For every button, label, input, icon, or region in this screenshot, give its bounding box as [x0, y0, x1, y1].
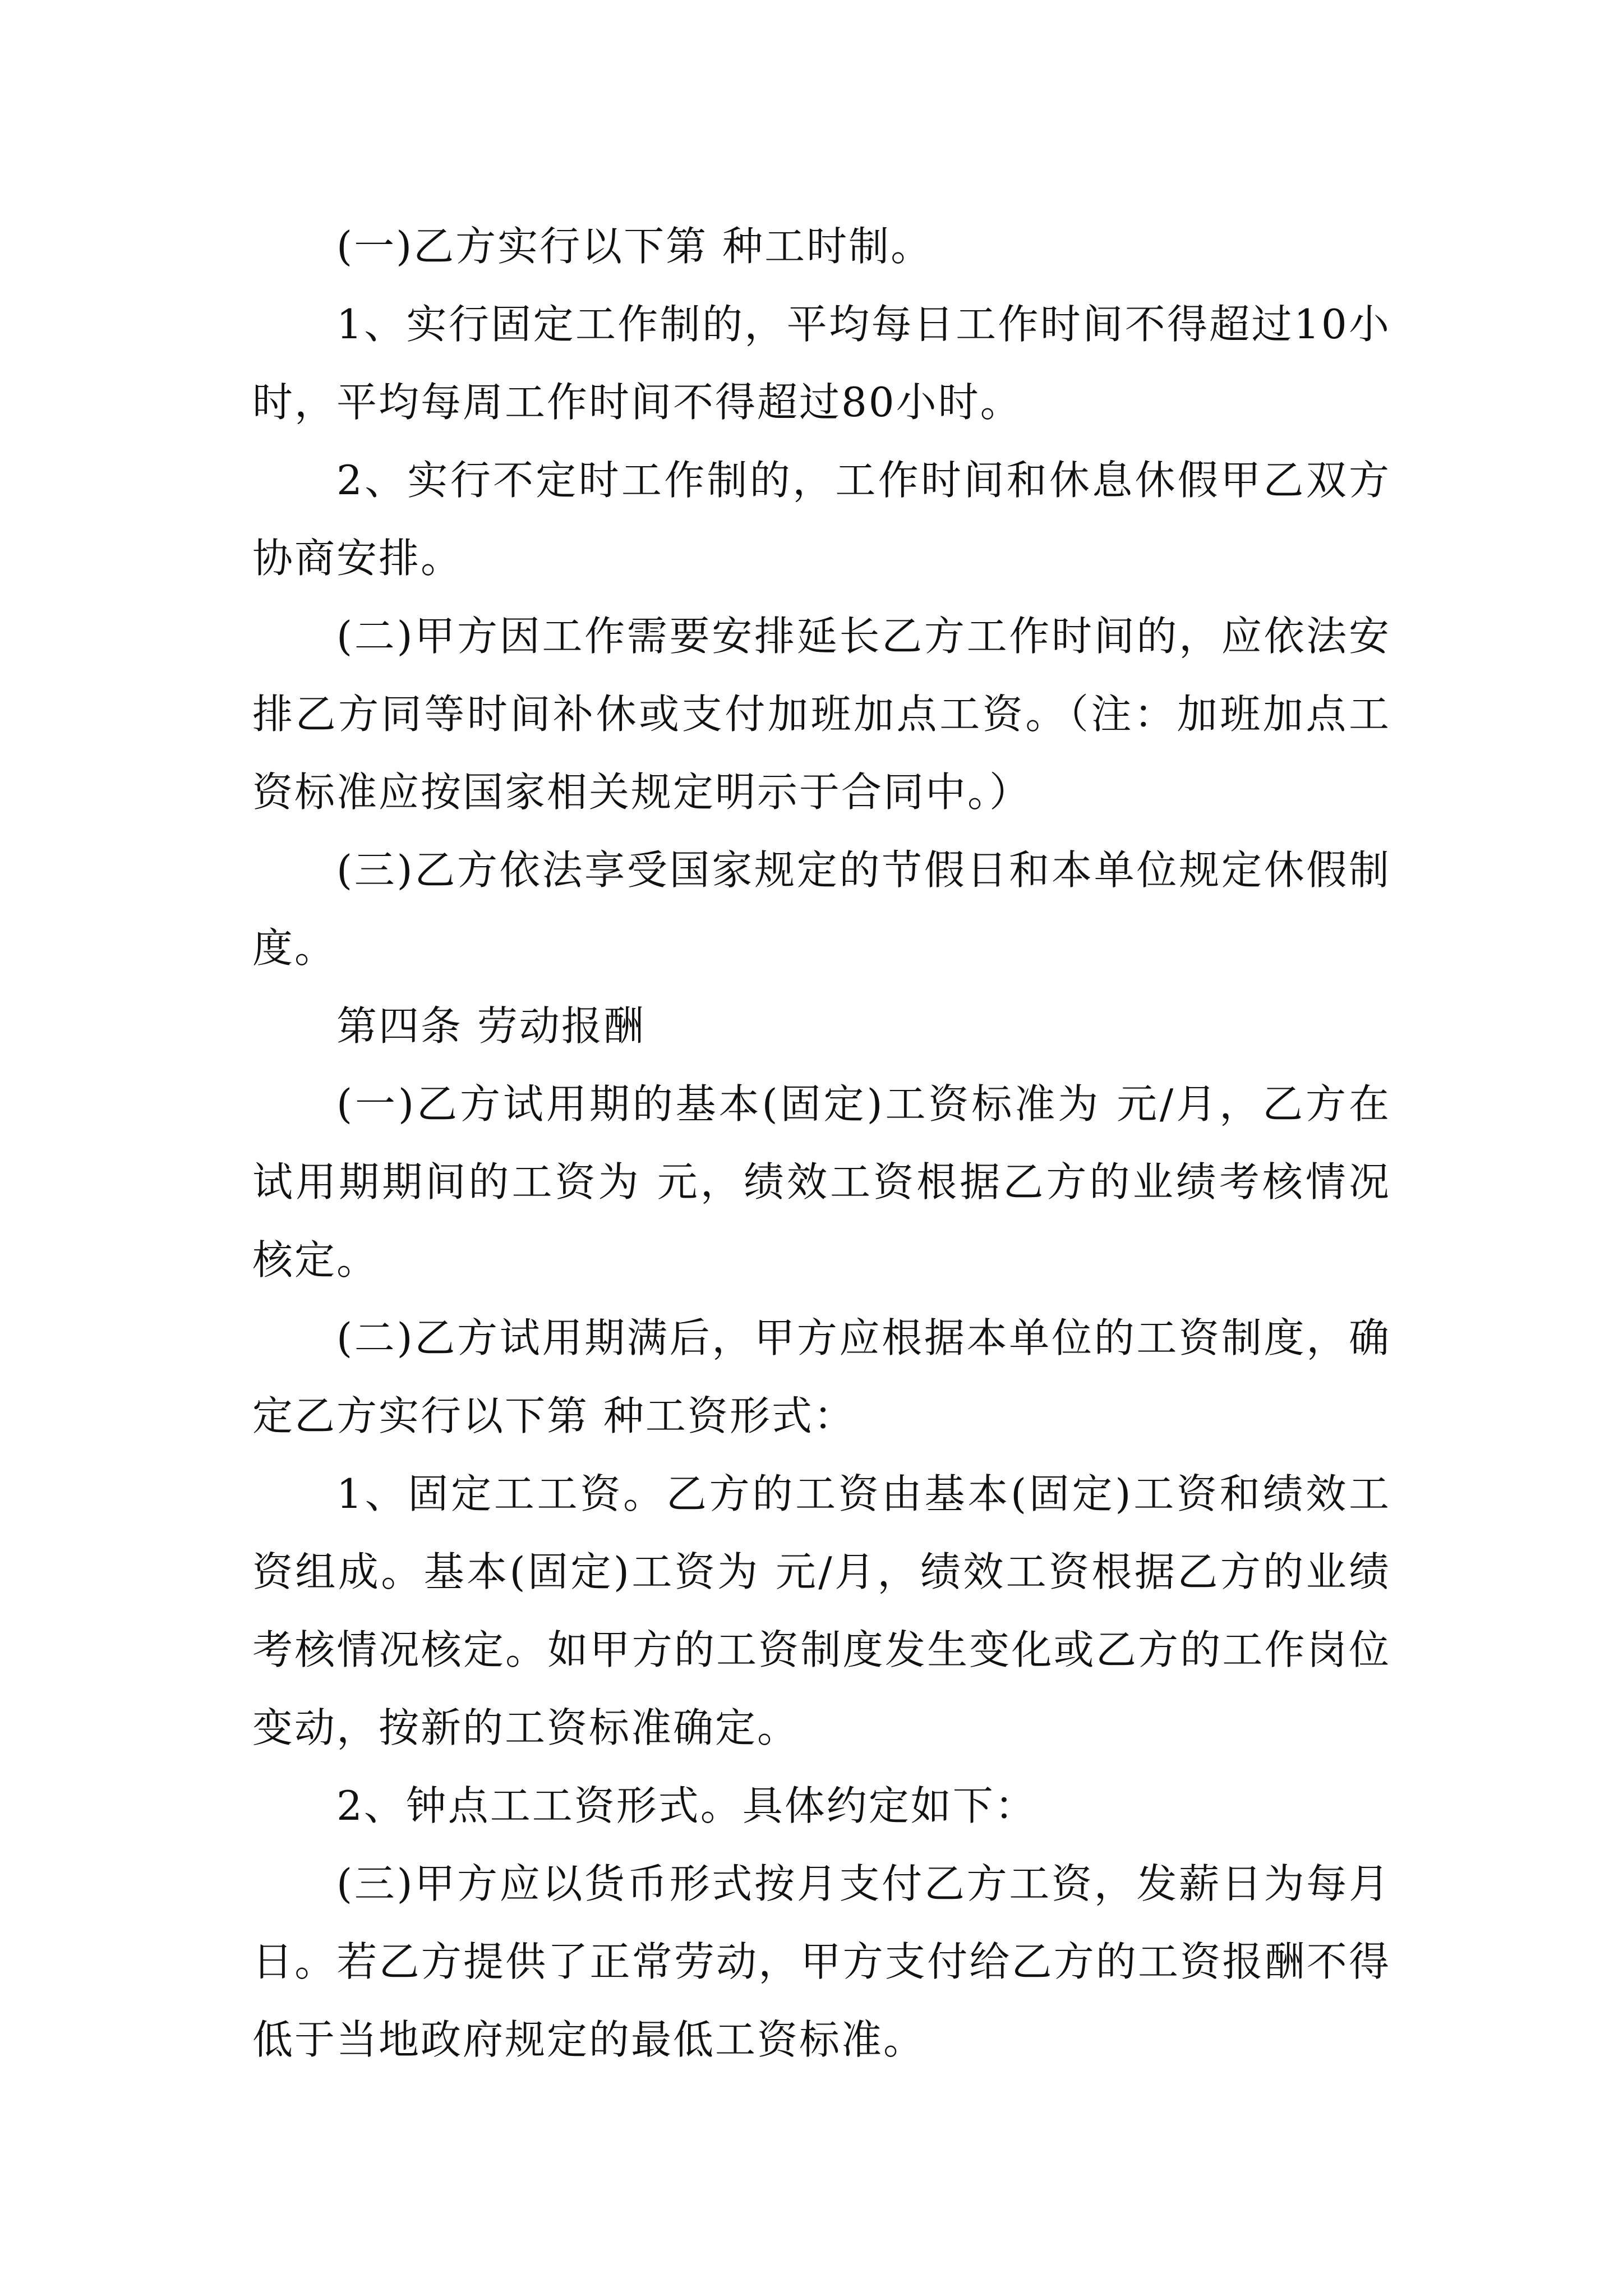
paragraph-flexible-hours: 2、实行不定时工作制的，工作时间和休息休假甲乙双方协商安排。 [252, 457, 1391, 582]
paragraph-hourly-wage: 2、钟点工工资形式。具体约定如下： [336, 1782, 1037, 1829]
document-body [252, 208, 1391, 2079]
paragraph-probation-wage: (一)乙方试用期的基本(固定)工资标准为 元/月，乙方在试用期期间的工资为 元，绩效工资根据乙方的业绩考核情况核定。 [252, 1080, 1391, 1283]
paragraph-fixed-hours: 1、实行固定工作制的，平均每日工作时间不得超过10小时，平均每周工作时间不得超过80小时。 [252, 301, 1391, 426]
paragraph-fixed-wage: 1、固定工工资。乙方的工资由基本(固定)工资和绩效工资组成。基本(固定)工资为 元/月，绩效工资根据乙方的业绩考核情况核定。如甲方的工资制度发生变化或乙方的工作岗位变动，按新的工资标准确定。 [252, 1470, 1391, 1751]
section-heading-article-4: 第四条 劳动报酬 [336, 1002, 645, 1050]
paragraph-working-hours-system: (一)乙方实行以下第 种工时制。 [336, 223, 933, 270]
paragraph-holidays: (三)乙方依法享受国家规定的节假日和本单位规定休假制度。 [252, 846, 1391, 972]
paragraph-wage-form: (二)乙方试用期满后，甲方应根据本单位的工资制度，确定乙方实行以下第 种工资形式： [252, 1314, 1391, 1439]
paragraph-overtime: (二)甲方因工作需要安排延长乙方工作时间的，应依法安排乙方同等时间补休或支付加班加点工资。（注：加班加点工资标准应按国家相关规定明示于合同中。） [252, 613, 1391, 816]
paragraph-payment-date: (三)甲方应以货币形式按月支付乙方工资，发薪日为每月 日。若乙方提供了正常劳动，甲方支付给乙方的工资报酬不得低于当地政府规定的最低工资标准。 [252, 1860, 1391, 2063]
